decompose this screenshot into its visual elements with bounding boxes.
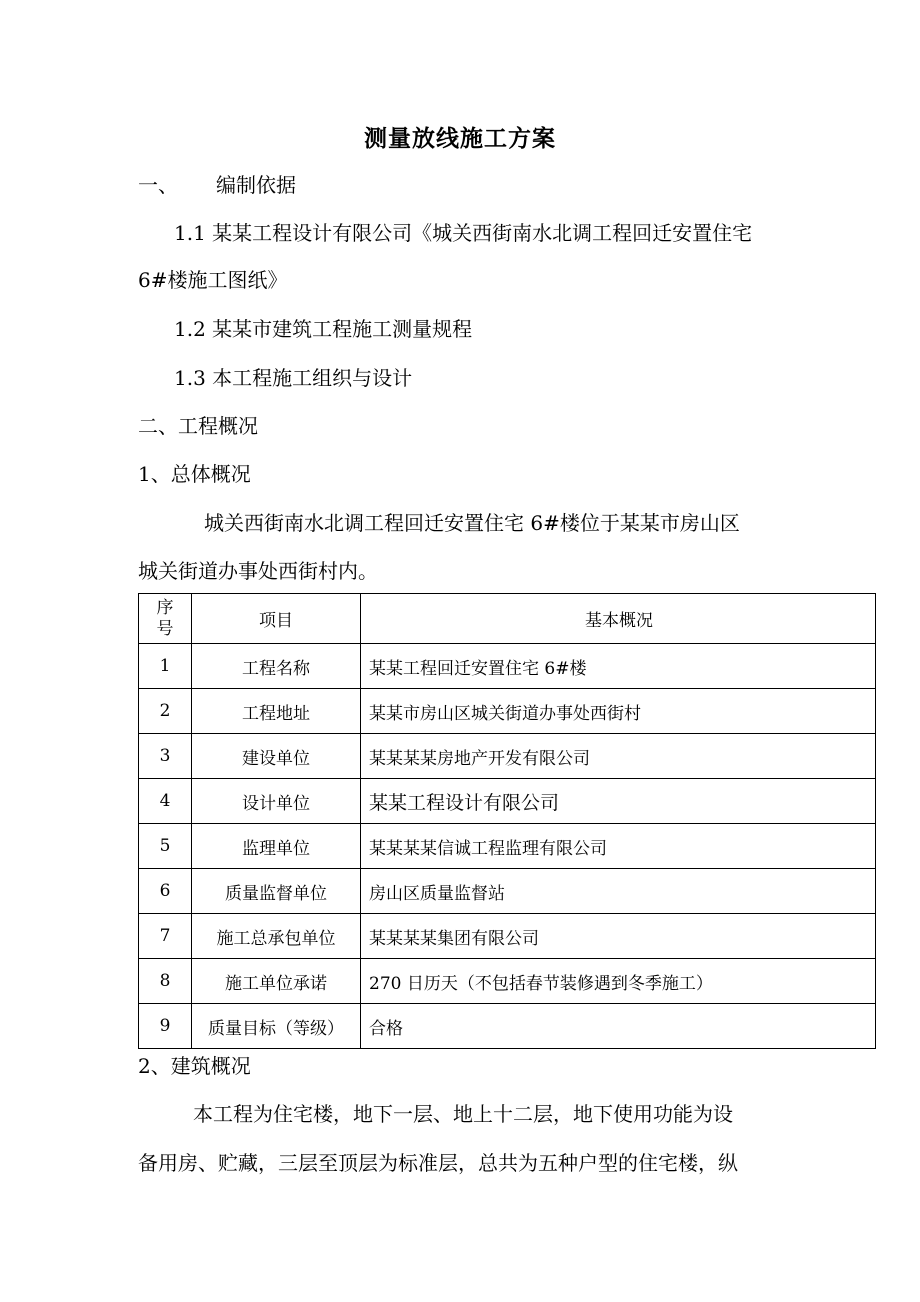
- row-number: 7: [139, 914, 192, 959]
- section-1-title: 编制依据: [216, 173, 296, 197]
- basis-item-2: 1.2 某某市建筑工程施工测量规程: [174, 317, 473, 341]
- row-item: 施工总承包单位: [192, 914, 361, 959]
- header-item: 项目: [192, 594, 361, 644]
- row-item: 工程名称: [192, 644, 361, 689]
- row-number: 8: [139, 959, 192, 1004]
- row-number: 3: [139, 734, 192, 779]
- row-item: 建设单位: [192, 734, 361, 779]
- row-item: 工程地址: [192, 689, 361, 734]
- overview-paragraph-line-1: 城关西街南水北调工程回迁安置住宅 6#楼位于某某市房山区: [204, 511, 740, 535]
- section-1-heading: [138, 171, 296, 199]
- section-1-number: 一、: [138, 173, 178, 197]
- building-paragraph-line-1: 本工程为住宅楼，地下一层、地上十二层，地下使用功能为设: [193, 1102, 733, 1126]
- header-description: 基本概况: [361, 594, 876, 644]
- header-seq: [139, 594, 192, 644]
- row-description: 某某工程设计有限公司: [361, 779, 876, 824]
- row-description: 合格: [361, 1004, 876, 1049]
- row-description: 某某某某房地产开发有限公司: [361, 734, 876, 779]
- row-item: 施工单位承诺: [192, 959, 361, 1004]
- document-title: 测量放线施工方案: [364, 125, 556, 152]
- table-row: [139, 779, 876, 824]
- overview-paragraph-line-2: 城关街道办事处西街村内。: [138, 559, 378, 583]
- row-description: 270 日历天（不包括春节装修遇到冬季施工）: [361, 959, 876, 1004]
- row-item: 质量目标（等级）: [192, 1004, 361, 1049]
- row-description: 某某某某集团有限公司: [361, 914, 876, 959]
- project-info-table: [138, 593, 876, 1049]
- row-item: 设计单位: [192, 779, 361, 824]
- subsection-overview: 1、总体概况: [138, 462, 251, 486]
- row-number: 5: [139, 824, 192, 869]
- row-number: 6: [139, 869, 192, 914]
- subsection-building: 2、建筑概况: [138, 1054, 251, 1078]
- table-row: [139, 734, 876, 779]
- section-2-heading: 二、工程概况: [138, 414, 258, 438]
- header-seq-label: 序号: [156, 597, 174, 639]
- table-header-row: [139, 594, 876, 644]
- row-description: 某某工程回迁安置住宅 6#楼: [361, 644, 876, 689]
- table-row: [139, 869, 876, 914]
- row-item: 质量监督单位: [192, 869, 361, 914]
- building-paragraph-line-2: 备用房、贮藏，三层至顶层为标准层，总共为五种户型的住宅楼，纵: [138, 1151, 738, 1175]
- table-row: [139, 689, 876, 734]
- row-number: 2: [139, 689, 192, 734]
- basis-item-3: 1.3 本工程施工组织与设计: [174, 366, 413, 390]
- row-number: 1: [139, 644, 192, 689]
- table-row: [139, 914, 876, 959]
- basis-item-1: 1.1 某某工程设计有限公司《城关西街南水北调工程回迁安置住宅: [174, 221, 753, 245]
- row-description: 房山区质量监督站: [361, 869, 876, 914]
- basis-item-1-cont: 6#楼施工图纸》: [138, 268, 288, 292]
- row-item: 监理单位: [192, 824, 361, 869]
- table-row: [139, 959, 876, 1004]
- row-number: 4: [139, 779, 192, 824]
- table-row: [139, 644, 876, 689]
- row-description: 某某市房山区城关街道办事处西街村: [361, 689, 876, 734]
- row-description: 某某某某信诚工程监理有限公司: [361, 824, 876, 869]
- table-row: [139, 1004, 876, 1049]
- row-number: 9: [139, 1004, 192, 1049]
- table-row: [139, 824, 876, 869]
